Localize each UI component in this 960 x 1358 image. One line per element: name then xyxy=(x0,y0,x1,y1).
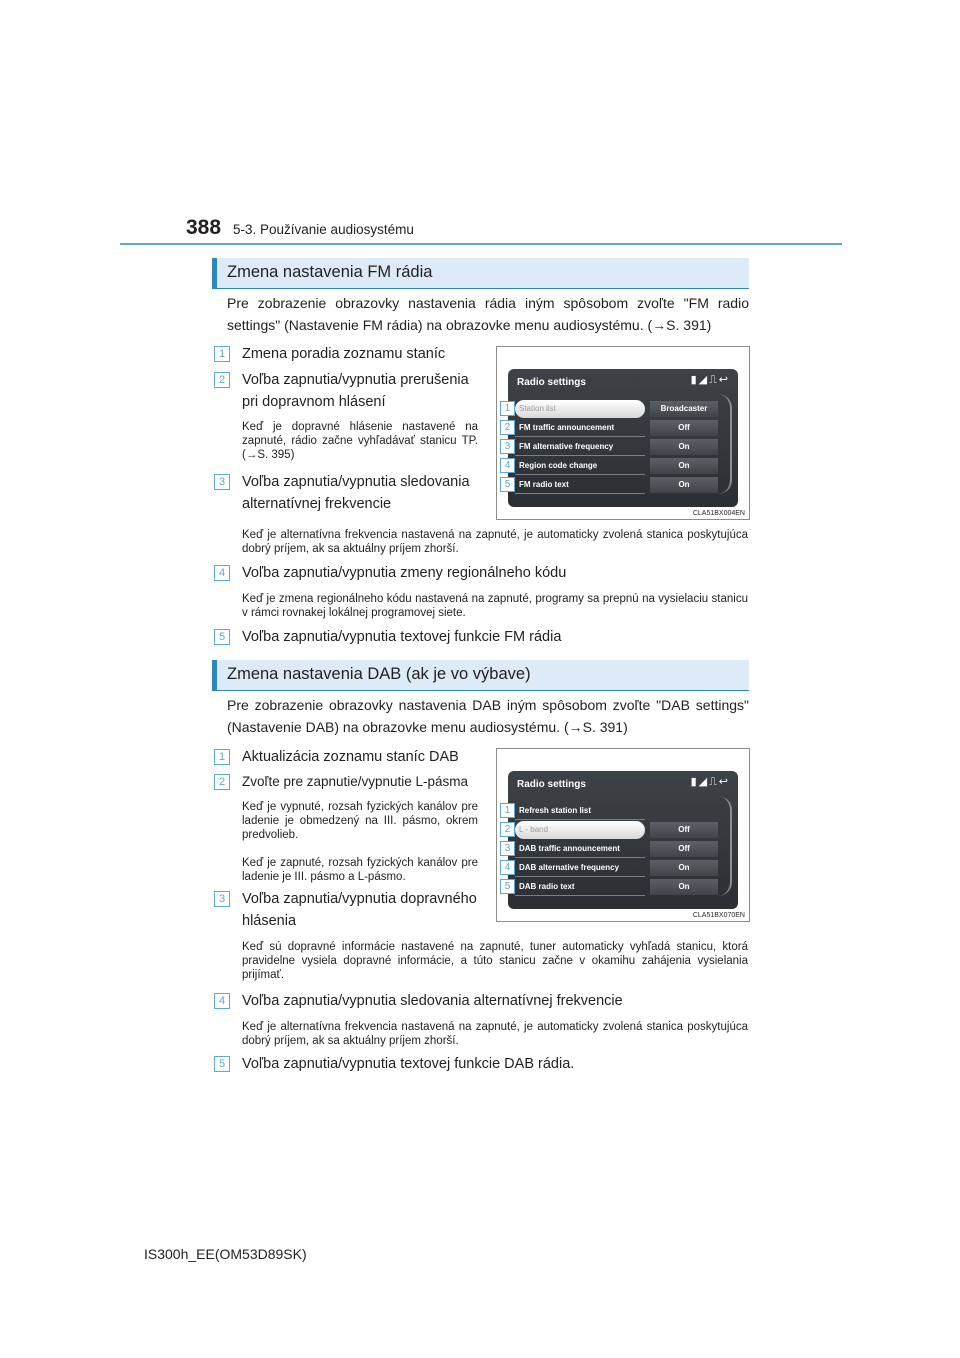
row-value: On xyxy=(650,439,718,455)
display-screen xyxy=(504,369,738,507)
callout-number: 4 xyxy=(500,860,515,875)
item-note: Keď je dopravné hlásenie nastavené na zapnuté, rádio začne vyhľadávať stanicu TP. (→S. 395) xyxy=(242,421,478,461)
callout-number: 3 xyxy=(500,841,515,856)
item-text: Voľba zapnutia/vypnutia prerušenia pri dopravnom hlásení xyxy=(242,372,469,410)
image-code: CLA51BX070EN xyxy=(692,912,745,919)
row-value: On xyxy=(650,477,718,493)
section-title: Zmena nastavenia FM rádia xyxy=(227,263,433,281)
item-text: Voľba zapnutia/vypnutia zmeny regionálneho kódu xyxy=(242,565,567,581)
callout-number: 4 xyxy=(500,458,515,473)
list-item xyxy=(214,369,486,413)
item-text: Zmena poradia zoznamu staníc xyxy=(242,346,446,362)
item-note: Keď je alternatívna frekvencia nastavená na zapnuté, je automaticky zvolená stanica poskytujúca dobrý príjem, ak sa aktuálny príjem zhorší. xyxy=(242,1021,748,1047)
row-label: L - band xyxy=(515,821,645,839)
item-note: Keď je zapnuté, rozsah fyzických kanálov pre ladenie je III. pásmo a L-pásmo. xyxy=(242,857,478,883)
item-note: Keď je vypnuté, rozsah fyzických kanálov pre ladenie je obmedzený na III. pásmo, okrem predvolieb. xyxy=(242,801,478,841)
callout-number: 3 xyxy=(500,439,515,454)
item-text: Zvoľte pre zapnutie/vypnutie L-pásma xyxy=(242,774,469,789)
item-number: 2 xyxy=(214,372,230,388)
item-number: 3 xyxy=(214,474,230,490)
list-item xyxy=(214,746,486,768)
page-number: 388 xyxy=(186,216,222,239)
row-value: On xyxy=(650,860,718,876)
section-intro: Pre zobrazenie obrazovky nastavenia rádia iným spôsobom zvoľte "FM radio settings" (Nastavenie FM rádia) na obrazovke menu audiosystému. (→S. 391) xyxy=(227,295,749,333)
row-label: Region code change xyxy=(515,457,645,475)
callout-number: 2 xyxy=(500,822,515,837)
row-label: Station list xyxy=(515,400,645,418)
item-number: 5 xyxy=(214,629,230,645)
list-item xyxy=(214,771,494,793)
item-text: Voľba zapnutia/vypnutia textovej funkcie DAB rádia. xyxy=(242,1056,575,1072)
item-text: Voľba zapnutia/vypnutia dopravného hlásenia xyxy=(242,891,477,929)
row-label: Refresh station list xyxy=(515,802,645,820)
item-note: Keď je zmena regionálneho kódu nastavená na zapnuté, programy sa prepnú na vysielaciu stanicu v rámci rovnakej lokálnej programovej siete. xyxy=(242,593,748,619)
row-value: Off xyxy=(650,822,718,838)
chapter-title: 5-3. Používanie audiosystému xyxy=(233,222,414,237)
screen-title: Radio settings xyxy=(517,779,586,790)
list-item xyxy=(214,562,754,584)
manual-code: IS300h_EE(OM53D89SK) xyxy=(144,1246,307,1262)
screen-title: Radio settings xyxy=(517,377,586,388)
row-value: Off xyxy=(650,420,718,436)
row-label: DAB alternative frequency xyxy=(515,859,645,877)
list-item xyxy=(214,626,754,648)
item-text: Voľba zapnutia/vypnutia textovej funkcie FM rádia xyxy=(242,629,562,645)
scroll-indicator xyxy=(718,394,732,494)
item-number: 1 xyxy=(214,749,230,765)
display-screen xyxy=(504,771,738,909)
callout-number: 5 xyxy=(500,879,515,894)
item-number: 1 xyxy=(214,346,230,362)
item-note: Keď sú dopravné informácie nastavené na zapnuté, tuner automaticky vyhľadá stanicu, ktorá pravidelne vysiela dopravné informácie, a túto stanicu začne v okamihu zahájenia vysielania prijímať. xyxy=(242,941,748,981)
list-item xyxy=(214,471,486,515)
row-value: On xyxy=(650,879,718,895)
image-code: CLA51BX004EN xyxy=(692,510,745,517)
item-text: Voľba zapnutia/vypnutia sledovania alternatívnej frekvencie xyxy=(242,474,470,512)
item-number: 2 xyxy=(214,774,230,790)
row-value: Broadcaster xyxy=(650,401,718,417)
status-icons: ▮◢⎍↩ xyxy=(690,776,730,788)
row-value: On xyxy=(650,458,718,474)
item-number: 5 xyxy=(214,1056,230,1072)
item-number: 4 xyxy=(214,993,230,1009)
row-label: DAB radio text xyxy=(515,878,645,896)
section-intro: Pre zobrazenie obrazovky nastavenia DAB iným spôsobom zvoľte "DAB settings" (Nastavenie DAB) na obrazovke menu audiosystému. (→S. 391) xyxy=(227,697,749,735)
list-item xyxy=(214,343,486,365)
row-label: FM alternative frequency xyxy=(515,438,645,456)
row-label: FM radio text xyxy=(515,476,645,494)
callout-number: 1 xyxy=(500,401,515,416)
row-value: Off xyxy=(650,841,718,857)
list-item xyxy=(214,990,754,1012)
item-note: Keď je alternatívna frekvencia nastavená na zapnuté, je automaticky zvolená stanica poskytujúca dobrý príjem, ak sa aktuálny príjem zhorší. xyxy=(242,529,748,555)
item-number: 3 xyxy=(214,891,230,907)
section-title: Zmena nastavenia DAB (ak je vo výbave) xyxy=(227,665,531,683)
header-rule xyxy=(120,243,842,245)
list-item xyxy=(214,1053,754,1075)
row-label: DAB traffic announcement xyxy=(515,840,645,858)
item-text: Voľba zapnutia/vypnutia sledovania alternatívnej frekvencie xyxy=(242,993,623,1009)
callout-number: 2 xyxy=(500,420,515,435)
dab-settings-screenshot xyxy=(496,748,750,922)
callout-number: 5 xyxy=(500,477,515,492)
row-label: FM traffic announcement xyxy=(515,419,645,437)
section-heading-dab xyxy=(212,660,749,691)
callout-number: 1 xyxy=(500,803,515,818)
list-item xyxy=(214,888,486,932)
fm-settings-screenshot xyxy=(496,346,750,520)
scroll-indicator xyxy=(718,796,732,896)
status-icons: ▮◢⎍↩ xyxy=(690,374,730,386)
section-heading-fm xyxy=(212,258,749,289)
item-text: Aktualizácia zoznamu staníc DAB xyxy=(242,749,459,765)
item-number: 4 xyxy=(214,565,230,581)
